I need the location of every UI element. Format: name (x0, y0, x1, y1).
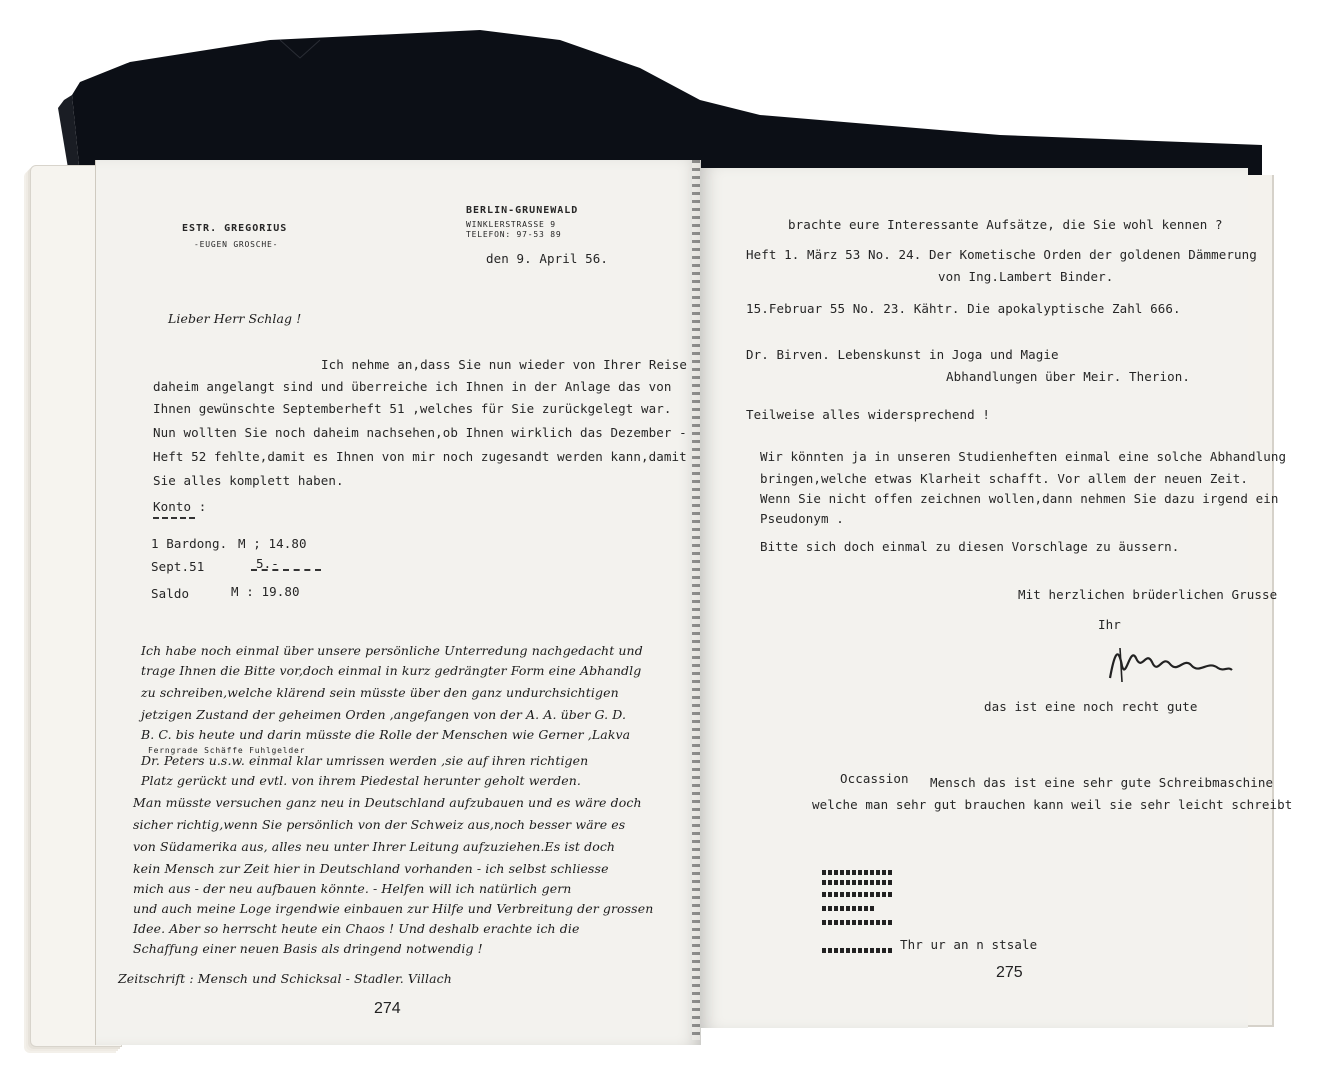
widerspruch-line: Teilweise alles widersprechend ! (746, 407, 991, 422)
footer-line: Zeitschrift : Mensch und Schicksal - Stadler. Villach (118, 971, 452, 986)
page-number-right: 275 (996, 964, 1023, 981)
heft-line: Heft 1. März 53 No. 24. Der Kometische Orden der goldenen Dämmerung (746, 247, 1257, 262)
hand-line: Platz gerückt und evtl. von ihrem Piedestal herunter geholt werden. (141, 773, 581, 788)
test-bar (822, 892, 894, 897)
body-line: Ihnen gewünschte Septemberheft 51 ,welches für Sie zurückgelegt war. (153, 401, 672, 416)
body-line: Heft 52 fehlte,damit es Ihnen von mir noch zugesandt werden kann,damit (153, 449, 687, 464)
address-city: BERLIN-GRUNEWALD (466, 205, 579, 216)
letterhead-name: ESTR. GREGORIUS (182, 223, 288, 234)
para-line: Wir könnten ja in unseren Studienheften einmal eine solche Abhandlung (760, 449, 1287, 464)
left-page (95, 160, 701, 1045)
test-bar (822, 880, 894, 885)
heft-line: von Ing.Lambert Binder. (938, 269, 1114, 284)
salutation: Lieber Herr Schlag ! (168, 311, 302, 326)
letterhead-sub: -EUGEN GROSCHE- (194, 240, 279, 249)
body-line: Nun wollten Sie noch daheim nachsehen,ob Ihnen wirklich das Dezember - (153, 425, 687, 440)
konto-row-label: Saldo (151, 586, 190, 601)
hand-line: sicher richtig,wenn Sie persönlich von der Schweiz aus,noch besser wäre es (133, 817, 626, 832)
right-page (700, 168, 1293, 1028)
bitte-line: Bitte sich doch einmal zu diesen Vorschlage zu äussern. (760, 539, 1180, 554)
test-bar (822, 948, 894, 953)
hand-line: von Südamerika aus, alles neu unter Ihrer Leitung aufzuziehen.Es ist doch (133, 839, 616, 854)
para-line: Wenn Sie nicht offen zeichnen wollen,dann nehmen Sie dazu irgend ein (760, 491, 1279, 506)
occassion-label: Occassion (840, 771, 909, 786)
birven-line: Abhandlungen über Meir. Therion. (946, 369, 1191, 384)
hand-line: Idee. Aber so herrscht heute ein Chaos ! Und deshalb erachte ich die (133, 921, 580, 936)
book-spine (692, 160, 700, 1040)
konto-underline (153, 517, 195, 519)
hand-line: B. C. bis heute und darin müsste die Rolle der Menschen wie Gerner ,Lakva (141, 727, 631, 742)
hand-line: Dr. Peters u.s.w. einmal klar umrissen werden ,sie auf ihren richtigen (141, 753, 589, 768)
bottom-text: Thr ur an n stsale (900, 937, 1038, 952)
konto-row-label: 1 Bardong. (151, 536, 228, 551)
test-bar (822, 920, 894, 925)
signature (1100, 636, 1240, 686)
body-line: Sie alles komplett haben. (153, 473, 344, 488)
address-street: WINKLERSTRASSE 9 (466, 220, 556, 229)
hand-line: zu schreiben,welche klärend sein müsste über den ganz undurchsichtigen (141, 685, 619, 700)
konto-row-label: Sept.51 (151, 559, 205, 574)
test-bar (822, 870, 894, 875)
hand-annotation: Ferngrade Schäffe Fuhlgelder (148, 746, 306, 755)
hand-line: und auch meine Loge irgendwie einbauen zur Hilfe und Verbreitung der grossen (133, 901, 654, 916)
note-line: das ist eine noch recht gute (984, 699, 1198, 714)
body-line: daheim angelangt sind und überreiche ich Ihnen in der Anlage das von (153, 379, 672, 394)
gruss-line: Mit herzlichen brüderlichen Grusse (1018, 587, 1278, 602)
ihr-line: Ihr (1098, 617, 1121, 632)
hand-line: Man müsste versuchen ganz neu in Deutschland aufzubauen und es wäre doch (133, 795, 642, 810)
hand-line: Schaffung einer neuen Basis als dringend notwendig ! (133, 941, 483, 956)
address-phone: TELEFON: 97-53 89 (466, 230, 562, 239)
para-line: bringen,welche etwas Klarheit schafft. Vor allem der neuen Zeit. (760, 471, 1249, 486)
letter-date: den 9. April 56. (486, 251, 609, 266)
note-line: welche man sehr gut brauchen kann weil sie sehr leicht schreibt (812, 797, 1293, 812)
page-number-left: 274 (374, 1000, 401, 1017)
body-line: Ich nehme an,dass Sie nun wieder von Ihrer Reise (321, 357, 688, 372)
test-bar (822, 906, 874, 911)
konto-row-value: 5.- (256, 556, 279, 571)
konto-sum-line (251, 569, 321, 571)
hand-line: jetzigen Zustand der geheimen Orden ,angefangen von der A. A. über G. D. (141, 707, 627, 722)
konto-label: Konto : (153, 499, 207, 514)
konto-row-value: M : 19.80 (231, 584, 300, 599)
hand-line: Ich habe noch einmal über unsere persönliche Unterredung nachgedacht und (141, 643, 643, 658)
hand-line: trage Ihnen die Bitte vor,doch einmal in kurz gedrängter Form eine Abhandlg (141, 663, 642, 678)
hand-line: mich aus - der neu aufbauen könnte. - Helfen will ich natürlich gern (133, 881, 572, 896)
birven-line: Dr. Birven. Lebenskunst in Joga und Magie (746, 347, 1059, 362)
note-line: Mensch das ist eine sehr gute Schreibmaschine (930, 775, 1274, 790)
konto-row-value: M ; 14.80 (238, 536, 307, 551)
heft-line: 15.Februar 55 No. 23. Kähtr. Die apokalyptische Zahl 666. (746, 301, 1181, 316)
hand-line: kein Mensch zur Zeit hier in Deutschland vorhanden - ich selbst schliesse (133, 861, 609, 876)
right-line: brachte eure Interessante Aufsätze, die Sie wohl kennen ? (788, 217, 1223, 232)
para-line: Pseudonym . (760, 511, 844, 526)
